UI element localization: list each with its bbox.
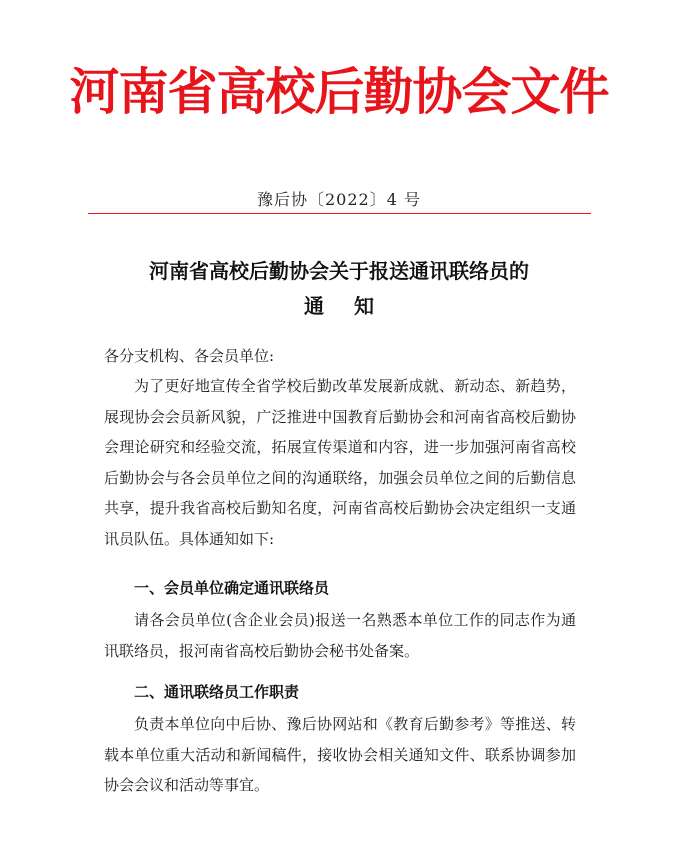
salutation: 各分支机构、各会员单位: — [104, 347, 275, 365]
notice-title-char-1: 通 — [304, 294, 324, 318]
section-1-paragraph: 请各会员单位(含企业会员)报送一名熟悉本单位工作的同志作为通讯联络员，报河南省高校后勤协会秘书处备案。 — [104, 611, 576, 660]
notice-title-char-2: 知 — [354, 294, 374, 318]
section-1-heading: 一、会员单位确定通讯联络员 — [134, 579, 330, 597]
intro-paragraph: 为了更好地宣传全省学校后勤改革发展新成就、新动态、新趋势，展现协会会员新风貌，广泛推进中国教育后勤协会和河南省高校后勤协会理论研究和经验交流，拓展宣传渠道和内容，进一步加强河南省高校后勤协会与各会员单位之间的沟通联络，加强会员单位之间的后勤信息共享，提升我省高校后勤知名度，河南省高校后勤协会决定组织一支通讯员队伍。具体通知如下: — [104, 377, 576, 548]
document-number: 豫后协〔2022〕4 号 — [257, 190, 421, 209]
notice-title-line-2 — [0, 293, 678, 319]
section-2-heading: 二、通讯联络员工作职责 — [134, 683, 300, 701]
section-2-paragraph: 负责本单位向中后协、豫后协网站和《教育后勤参考》等推送、转载本单位重大活动和新闻稿件，接收协会相关通知文件、联系协调参加协会会议和活动等事宜。 — [104, 715, 576, 794]
document-header-title: 河南省高校后勤协会文件 — [69, 62, 609, 121]
notice-title-line-1: 河南省高校后勤协会关于报送通讯联络员的 — [149, 259, 529, 283]
red-divider-line — [88, 213, 591, 214]
